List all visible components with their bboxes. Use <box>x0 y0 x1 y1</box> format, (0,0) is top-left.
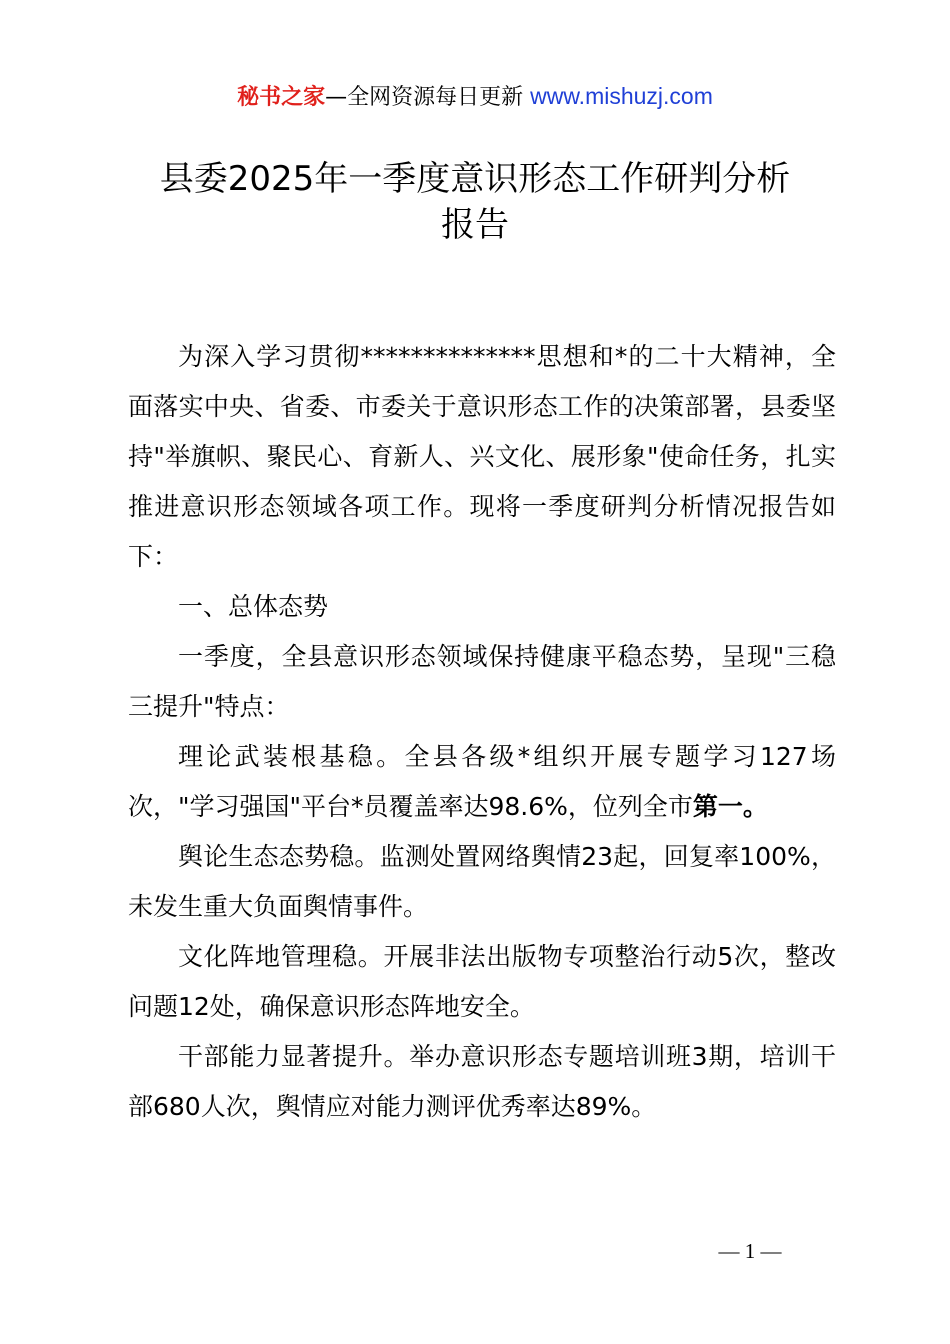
intro-paragraph: 为深入学习贯彻**************思想和*的二十大精神，全面落实中央、省委、市委关于意识形态工作的决策部署，县委坚持"举旗帜、聚民心、育新人、兴文化、展形象"使命任务，扎实推进意识形态领域各项工作。现将一季度研判分析情况报告如下： <box>128 342 836 571</box>
header-tagline: —全网资源每日更新 <box>325 85 524 110</box>
document-title-line-1: 县委2025年一季度意识形态工作研判分析 <box>159 159 791 199</box>
item-paragraph-cadre: 干部能力显著提升。举办意识形态专题培训班3期，培训干部680人次，舆情应对能力测评优秀率达89%。 <box>128 1042 836 1121</box>
brand-name: 秘书之家 <box>237 85 326 110</box>
item-paragraph-theory-text: 理论武装根基稳。全县各级*组织开展专题学习127场次，"学习强国"平台*员覆盖率达98.6%，位列全市 <box>128 742 836 821</box>
section-summary-paragraph: 一季度，全县意识形态领域保持健康平稳态势，呈现"三稳三提升"特点： <box>128 642 836 721</box>
page-number: — 1 — <box>718 1239 782 1263</box>
document-body <box>128 332 836 1132</box>
document-title <box>100 156 850 248</box>
item-paragraph-theory-emphasis: 第一。 <box>692 792 768 821</box>
site-header <box>0 80 950 114</box>
item-paragraph-culture: 文化阵地管理稳。开展非法出版物专项整治行动5次，整改问题12处，确保意识形态阵地安全。 <box>128 942 836 1021</box>
item-paragraph-opinion: 舆论生态态势稳。监测处置网络舆情23起，回复率100%，未发生重大负面舆情事件。 <box>128 842 836 921</box>
document-title-line-2: 报告 <box>441 205 509 245</box>
site-url-link[interactable]: www.mishuzj.com <box>530 83 713 109</box>
item-paragraph-theory <box>128 732 836 832</box>
section-heading: 一、总体态势 <box>178 592 329 621</box>
